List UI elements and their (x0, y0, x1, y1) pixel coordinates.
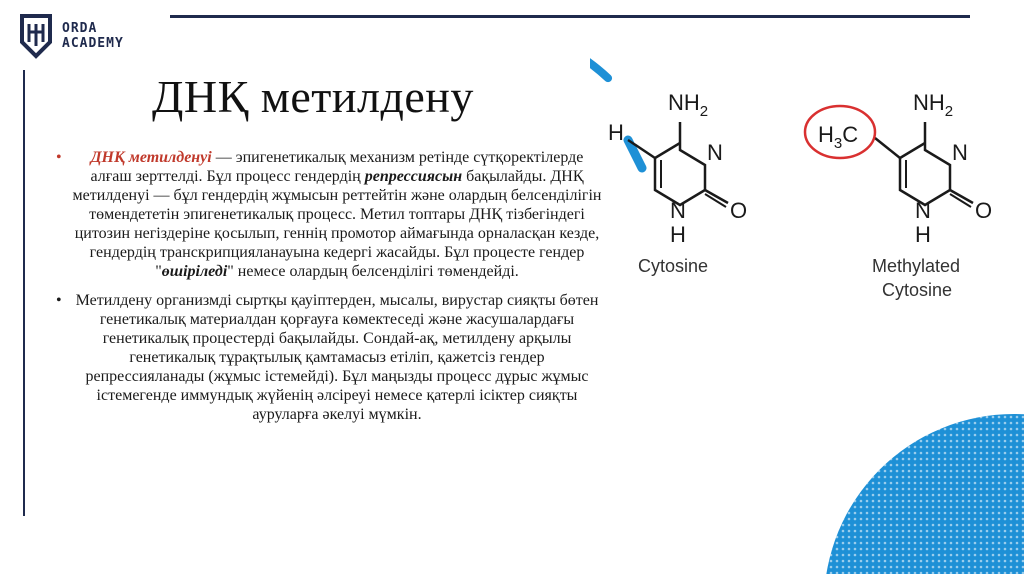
methylated-caption-line-2: Cytosine (882, 280, 953, 300)
left-rule (23, 70, 25, 516)
nitrogen-label-bottom: N (915, 198, 931, 223)
emphasis-repression: репрессиясын (364, 168, 463, 185)
slide-title: ДНҚ метилдену (152, 71, 474, 122)
nitrogen-label: N (952, 140, 968, 165)
term-highlight: ДНҚ метилденуі (90, 149, 212, 166)
dashed-arc (590, 40, 620, 90)
bullet-paragraph-2 (52, 291, 612, 424)
brand-line-1: ORDA (62, 21, 98, 36)
emphasis-silenced: өшіріледі (161, 263, 228, 280)
cytosine-molecule (608, 90, 747, 276)
ring-bond (900, 143, 925, 158)
orda-shield-icon (18, 12, 54, 60)
text-segment: " немесе олардың белсенділігі төмендейді. (227, 263, 519, 280)
methyl-group-label: $H_3C$ (818, 122, 859, 152)
oxygen-label: O (975, 198, 993, 223)
oxygen-label: O (730, 198, 748, 223)
ring-bonds (900, 122, 950, 205)
hydrogen-label-bottom: H (915, 222, 931, 247)
corner-dot-pattern (824, 414, 1024, 574)
brand-line-2: ACADEMY (62, 36, 124, 51)
corner-decoration (804, 414, 1024, 574)
ring-bonds (655, 122, 705, 205)
top-rule (170, 15, 970, 18)
cytosine-methylation-diagram (590, 40, 1020, 340)
amine-label: $NH_2$ (913, 90, 954, 120)
bullet-marker: • (56, 149, 62, 166)
hydrogen-label: H (608, 120, 624, 145)
amine-label: $NH_2$ (668, 90, 709, 120)
text-segment: Метилдену организмді сыртқы қауіптерден, мысалы, вирустар сияқты бөтен генетикалық материалдан қорғауға көмектеседі және жасушалардағы генетикалық процестерді бақылайды. Сондай-ақ, метилдену арқылы генетикалық тұрақтылық қамтамасыз етіліп, қажетсіз гендер репрессияланады (жұмыс істемейді). Бұл маңызды процесс дұрыс жұмыс істемегенде иммундық жүйенің әлсіреуі немесе қатерлі ісіктер сияқты ауруларға әкелуі мүмкін. (75, 292, 599, 423)
text-segment: бақылайды. ДНҚ метилденуі — бұл гендердің жұмысын реттейтін және олардың белсенділігін төмендететін эпигенетикалық процесс. Метил топтары ДНҚ тізбегіндегі цитозин негіздеріне қосылып, геннің промотор аймағында орналасқан кезде, гендердің транскрипцияланауына кедергі жасайды. Бұл процесте гендер " (72, 168, 602, 280)
text-segment: — эпигенетикалық механизм ретінде сүтқоректілерде алғаш зерттелді. Бұл процесс гендердің (90, 149, 584, 185)
orda-academy-logo (18, 12, 124, 60)
bullet-paragraph-1 (52, 148, 612, 281)
nitrogen-label-bottom: N (670, 198, 686, 223)
cytosine-caption: Cytosine (638, 256, 709, 276)
slide-body (52, 148, 612, 434)
methyl-bond (875, 138, 900, 158)
methylated-cytosine-molecule (805, 90, 992, 300)
nitrogen-label: N (707, 140, 723, 165)
ring-bond (655, 143, 680, 158)
methylated-caption-line-1: Methylated (872, 256, 961, 276)
hydrogen-label-bottom: H (670, 222, 686, 247)
bullet-marker: • (56, 292, 62, 309)
